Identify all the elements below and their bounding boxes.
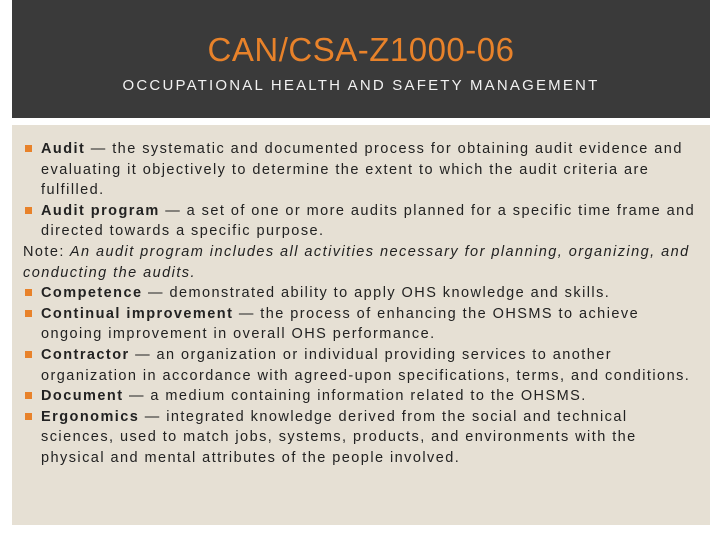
square-bullet-icon xyxy=(25,207,32,214)
header-banner xyxy=(12,0,710,118)
definition-text: — the systematic and documented process for obtaining audit evidence and evaluating it objectively to determine the extent to which the audit criteria are fulfilled. xyxy=(41,141,683,199)
square-bullet-icon xyxy=(25,392,32,399)
definition-term: Competence xyxy=(41,285,143,302)
definition-text: — the process of enhancing the OHSMS to achieve ongoing improvement in overall OHS performance. xyxy=(41,305,640,343)
list-item xyxy=(41,345,700,386)
square-bullet-icon xyxy=(25,289,32,296)
definition-text: — integrated knowledge derived from the social and technical sciences, used to match jobs, systems, products, and environments with the physical and mental attributes of the people involved. xyxy=(41,408,637,466)
page-subtitle: OCCUPATIONAL HEALTH AND SAFETY MANAGEMENT xyxy=(122,77,600,94)
list-item xyxy=(41,201,700,242)
definition-term: Continual improvement xyxy=(41,305,234,322)
list-item xyxy=(41,386,700,407)
square-bullet-icon xyxy=(25,310,32,317)
list-item xyxy=(41,304,700,345)
note-label: Note: xyxy=(23,243,65,260)
square-bullet-icon xyxy=(25,145,32,152)
definition-text: — an organization or individual providing services to another organization in accordance with agreed-upon specifications, terms, and conditions. xyxy=(41,346,691,384)
definition-text: — demonstrated ability to apply OHS knowledge and skills. xyxy=(142,285,611,302)
list-item xyxy=(41,407,700,469)
definition-term: Audit xyxy=(41,141,86,157)
note-paragraph xyxy=(23,242,700,283)
definition-text: — a set of one or more audits planned for a specific time frame and directed towards a specific purpose. xyxy=(41,202,696,240)
list-item xyxy=(41,283,700,304)
list-item xyxy=(41,139,700,201)
definitions-list xyxy=(12,125,710,525)
definition-term: Audit program xyxy=(41,202,160,219)
definition-term: Contractor xyxy=(41,346,130,363)
square-bullet-icon xyxy=(25,351,32,358)
square-bullet-icon xyxy=(25,413,32,420)
definition-term: Ergonomics xyxy=(41,408,140,425)
page-title: CAN/CSA-Z1000-06 xyxy=(207,31,515,68)
definition-text: — a medium containing information related to the OHSMS. xyxy=(123,388,587,405)
note-text: An audit program includes all activities necessary for planning, organizing, and conducting the audits. xyxy=(23,243,690,281)
definition-term: Document xyxy=(41,388,124,405)
